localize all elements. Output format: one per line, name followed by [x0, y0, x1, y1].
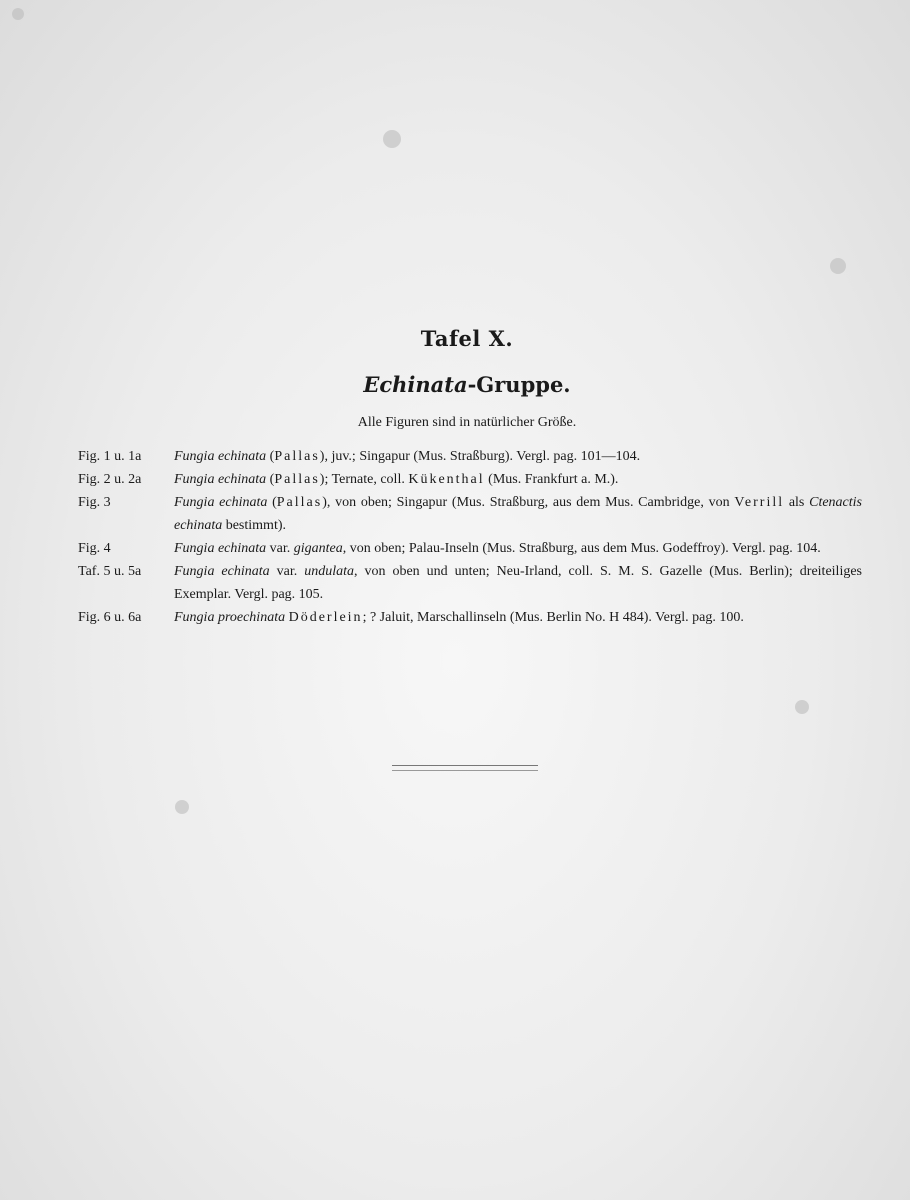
closing-rule [392, 765, 538, 771]
figure-description [174, 491, 862, 537]
taxon-name: Fungia echinata [174, 495, 268, 510]
author-name: Verrill [734, 495, 785, 510]
figure-description [174, 468, 862, 491]
author-name: Pallas [276, 495, 323, 510]
figure-entry [78, 468, 862, 491]
author-name: Pallas [274, 449, 320, 464]
description-text: ), juv.; Singapur (Mus. Straßburg). Vergl. pag. 101—104. [319, 449, 641, 464]
author-name: Pallas [274, 472, 320, 487]
description-text: bestimmt). [222, 518, 286, 533]
description-text: , von oben; Palau-Inseln (Mus. Straßburg, aus dem Mus. Godeffroy). Vergl. pag. 104. [342, 541, 821, 556]
description-text: var. [269, 564, 305, 579]
taxon-name: Ctenactis echinata [174, 495, 862, 533]
taxon-name: gigantea [293, 541, 343, 556]
paper-speck [12, 8, 24, 20]
description-text: (Mus. Frankfurt a. M.). [484, 472, 619, 487]
paper-speck [830, 258, 846, 274]
description-text: ( [266, 449, 275, 464]
figure-description [174, 560, 862, 606]
figure-entry [78, 560, 862, 606]
figure-label: Fig. 3 [78, 495, 111, 510]
figure-label: Fig. 1 u. 1a [78, 449, 142, 464]
figure-description [174, 606, 862, 629]
description-text: ); Ternate, coll. [319, 472, 409, 487]
taxon-name: Fungia proechinata [174, 610, 286, 625]
plate-title: Tafel X. [420, 326, 514, 351]
paper-speck [175, 800, 189, 814]
figure-description [174, 445, 862, 468]
paper-speck [383, 130, 401, 148]
taxon-name: Fungia echinata [174, 472, 267, 487]
figure-entry [78, 491, 862, 537]
paper-speck [795, 700, 809, 714]
group-name: Echinata [363, 372, 468, 397]
description-text: ), von oben; Singapur (Mus. Straßburg, aus dem Mus. Cambridge, von [322, 495, 735, 510]
figure-description [174, 537, 862, 560]
scale-note: Alle Figuren sind in natürlicher Größe. [357, 415, 577, 430]
figure-label: Fig. 2 u. 2a [78, 472, 142, 487]
taxon-name: Fungia echinata [174, 564, 270, 579]
description-text: ( [267, 495, 277, 510]
figure-label: Fig. 4 [78, 541, 111, 556]
figure-label: Taf. 5 u. 5a [78, 564, 142, 579]
taxon-name: undulata [304, 564, 354, 579]
figure-label: Fig. 6 u. 6a [78, 610, 142, 625]
figure-entry [78, 606, 862, 629]
group-heading [0, 372, 910, 397]
description-text: , von oben und unten; Neu-Irland, coll. S. M. S. Gazelle (Mus. Berlin); dreiteiliges Exemplar. Vergl. pag. 105. [174, 564, 862, 602]
author-name: Kükenthal [408, 472, 485, 487]
author-name: Döderlein [288, 610, 363, 625]
figure-entry [78, 445, 862, 468]
taxon-name: Fungia echinata [174, 449, 267, 464]
group-suffix: -Gruppe. [467, 372, 571, 397]
figure-list [78, 445, 862, 629]
description-text: var. [266, 541, 294, 556]
taxon-name: Fungia echinata [174, 541, 267, 556]
figure-entry [78, 537, 862, 560]
description-text: ( [266, 472, 275, 487]
description-text: ; ? Jaluit, Marschallinseln (Mus. Berlin No. H 484). Vergl. pag. 100. [362, 610, 744, 625]
description-text: als [784, 495, 810, 510]
